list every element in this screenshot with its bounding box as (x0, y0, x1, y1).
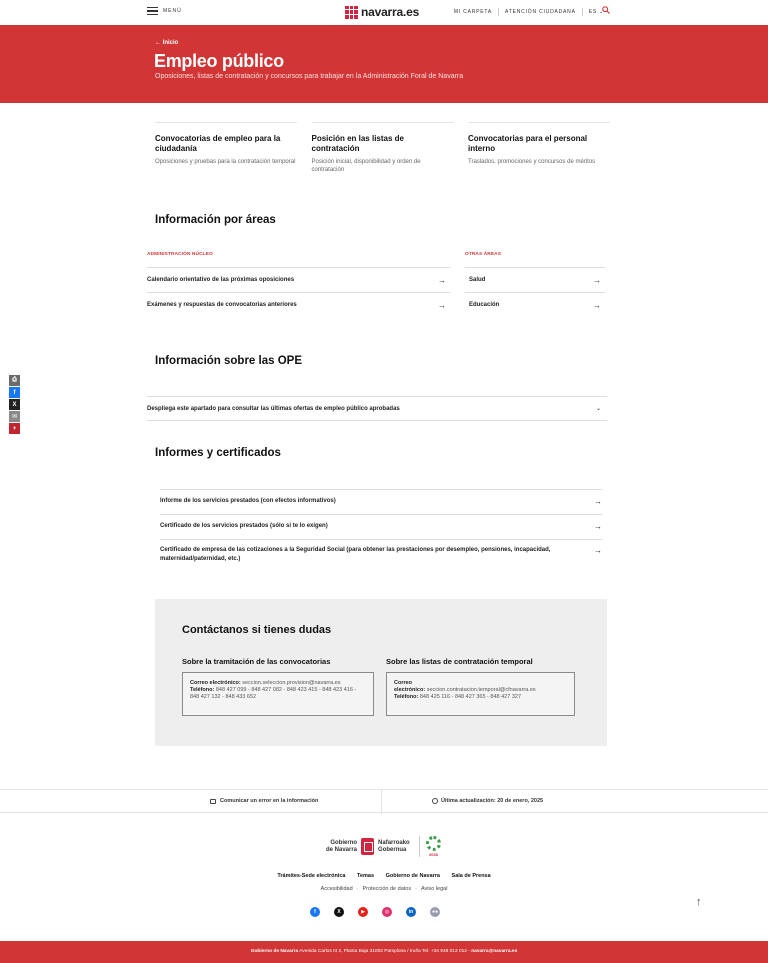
area-item-examenes[interactable] (147, 292, 450, 317)
contact-listas-details (386, 672, 575, 716)
informe-servicios-prestados[interactable] (160, 489, 602, 514)
hamburger-icon (147, 7, 158, 15)
ope-section-title: Información sobre las OPE (155, 355, 302, 367)
instagram-icon[interactable]: ◎ (382, 907, 392, 917)
chevron-down-icon: ⌄ (595, 406, 601, 412)
arrow-right-icon: → (594, 522, 602, 531)
menu-button[interactable] (147, 7, 182, 15)
back-to-top-arrow-icon[interactable]: ↑ (696, 896, 702, 908)
footer-org-name: Gobierno de Navarra (250, 949, 299, 954)
gov-name-line: Gobernua (378, 846, 407, 853)
area-item-label: Salud (469, 277, 486, 283)
arrow-right-icon: → (594, 497, 602, 506)
top-bar (0, 0, 768, 25)
navarra-logo[interactable] (345, 5, 419, 19)
certificado-empresa-cotizaciones[interactable] (160, 539, 602, 573)
footer-link-tramites[interactable]: Trámites-Sede electrónica (277, 873, 346, 879)
card-convocatorias-ciudadania[interactable] (155, 122, 297, 174)
area-item-label: Exámenes y respuestas de convocatorias anteriores (147, 302, 297, 308)
linkedin-icon[interactable]: in (406, 907, 416, 917)
contact-convocatorias-title: Sobre la tramitación de las convocatorias (182, 657, 331, 666)
report-error-link[interactable] (210, 798, 318, 804)
footer-link-gobierno[interactable]: Gobierno de Navarra (385, 873, 440, 879)
contact-listas-title: Sobre las listas de contratación temporal (386, 657, 533, 666)
footer-link-aviso-legal[interactable]: Aviso legal (420, 886, 448, 892)
divider (381, 790, 382, 814)
share-print-icon[interactable]: ⎙ (9, 375, 20, 386)
agenda-2030-logo[interactable] (419, 836, 441, 857)
top-link-atencion-ciudadana[interactable]: ATENCIÓN CIUDADANA (499, 8, 583, 16)
page-title: Empleo público (154, 51, 284, 71)
areas-section-title: Información por áreas (155, 214, 276, 226)
gov-name-es (326, 840, 357, 854)
share-more-icon[interactable]: + (9, 423, 20, 434)
social-links (310, 907, 440, 917)
facebook-icon[interactable]: f (310, 907, 320, 917)
search-icon[interactable] (602, 6, 610, 14)
language-label: ES (588, 9, 597, 15)
footer-link-proteccion-datos[interactable]: Protección de datos (362, 886, 412, 892)
card-description: Posición inicial, disponibilidad y orden de contratación (311, 159, 421, 173)
informe-label: Informe de los servicios prestados (con efectos informativos) (160, 498, 336, 504)
email-label: electrónico: (394, 687, 426, 693)
share-email-icon[interactable]: ✉ (9, 411, 20, 422)
footer-legal-links (0, 886, 768, 892)
card-posicion-listas[interactable] (312, 122, 454, 174)
arrow-right-icon: → (593, 300, 601, 310)
hero-banner (0, 25, 768, 103)
gov-name-line: Gobierno (330, 839, 358, 846)
separator: · (356, 886, 359, 892)
ope-accordion[interactable] (147, 396, 607, 421)
card-personal-interno[interactable] (468, 122, 610, 174)
footer-bottom-bar (0, 941, 768, 963)
area-item-calendario[interactable] (147, 267, 450, 292)
ope-accordion-label: Despliega este apartado para consultar las últimas ofertas de empleo público aprobadas (147, 405, 400, 412)
share-x-icon[interactable]: X (9, 399, 20, 410)
last-updated-label: Última actualización: 20 de enero, 2025 (441, 798, 544, 804)
card-description: Oposiciones y pruebas para la contratación temporal (155, 159, 296, 165)
feedback-bar (0, 789, 768, 813)
contact-email[interactable]: seccion.seleccion.provision@navarra.es (242, 680, 341, 686)
informes-section-title: Informes y certificados (155, 447, 281, 459)
phone-label: Teléfono: (394, 694, 419, 700)
contact-convocatorias-details (182, 672, 374, 716)
area-item-label: Educación (469, 302, 500, 308)
share-rail (9, 375, 20, 434)
footer-link-temas[interactable]: Temas (357, 873, 375, 879)
footer-link-accesibilidad[interactable]: Accesibilidad (320, 886, 353, 892)
gov-name-line: de Navarra (326, 846, 358, 853)
card-title: Convocatorias de empleo para la ciudadanía (155, 134, 281, 153)
card-title: Convocatorias para el personal interno (468, 134, 588, 153)
footer-link-sala-prensa[interactable]: Sala de Prensa (451, 873, 491, 879)
top-link-mi-carpeta[interactable]: MI CARPETA (448, 8, 499, 16)
contact-box (155, 599, 607, 746)
logo-text: navarra.es (361, 5, 420, 19)
back-to-home-link[interactable]: ← Inicio (155, 40, 179, 46)
arrow-right-icon: → (438, 300, 446, 310)
area-item-educacion[interactable] (465, 292, 605, 317)
gov-name-eu (378, 840, 410, 854)
card-description: Traslados, promociones y concursos de méritos (468, 159, 596, 165)
gobierno-navarra-logo[interactable] (326, 838, 410, 855)
comment-icon (210, 799, 216, 804)
card-title: Posición en las listas de contratación (311, 134, 404, 153)
informe-label: Certificado de empresa de las cotizaciones a la Seguridad Social (para obtener las prestaciones por desempleo, pensiones, incapacidad, maternidad/paternidad, etc.) (160, 547, 551, 562)
main-cards (155, 122, 610, 174)
x-icon[interactable]: X (334, 907, 344, 917)
share-facebook-icon[interactable]: f (9, 387, 20, 398)
logo-grid-icon (345, 6, 358, 19)
footer-address: Avenida Carlos III 2, Planta Baja 31002 Pamplona / Iruña Tel. +34 948 012 012 - (298, 949, 472, 954)
shield-icon (361, 838, 374, 855)
area-item-label: Calendario orientativo de las próximas oposiciones (147, 277, 295, 283)
arrow-right-icon: → (594, 546, 602, 555)
certificado-servicios-prestados[interactable] (160, 514, 602, 539)
contact-title: Contáctanos si tienes dudas (182, 624, 332, 636)
flickr-icon[interactable]: ●● (431, 909, 439, 915)
contact-email[interactable]: seccion.contratacion.temporal@cfnavarra.es (426, 687, 536, 693)
footer-email[interactable]: navarra@navarra.es (471, 949, 518, 954)
clock-icon (432, 798, 438, 804)
arrow-right-icon: → (593, 275, 601, 285)
page-subtitle: Oposiciones, listas de contratación y concursos para trabajar en la Administración Foral de Navarra (155, 73, 464, 80)
contact-phone: 848 425 116 - 848 427 365 - 848 427 327 (419, 694, 521, 700)
arrow-right-icon: → (438, 275, 446, 285)
email-label: Correo (394, 680, 413, 686)
top-links (448, 8, 610, 16)
area-label-nucleo: ADMINISTRACIÓN NÚCLEO (147, 252, 213, 257)
footer-main-links (0, 873, 768, 879)
agenda-ring-icon (426, 836, 441, 851)
menu-label: MENÚ (163, 8, 182, 14)
phone-label: Teléfono: (190, 687, 215, 693)
chevron-down-icon: ⌄ (599, 9, 604, 15)
email-label: Correo electrónico: (190, 680, 241, 686)
report-error-label: Comunicar un error en la información (220, 798, 319, 804)
separator: · (415, 886, 417, 892)
youtube-icon[interactable]: ▶ (358, 907, 368, 917)
gov-name-line: Nafarroako (378, 839, 410, 846)
contact-phone: 848 427 099 - 848 427 082 - 848 423 415 - 848 423 416 - 848 427 132 - 848 433 652 (190, 687, 357, 700)
area-label-otras: OTRAS ÁREAS (465, 252, 502, 257)
area-item-salud[interactable] (465, 267, 605, 292)
agenda-year: 2030 (429, 852, 438, 857)
informe-label: Certificado de los servicios prestados (sólo si te lo exigen) (160, 523, 328, 529)
last-updated (432, 798, 543, 804)
